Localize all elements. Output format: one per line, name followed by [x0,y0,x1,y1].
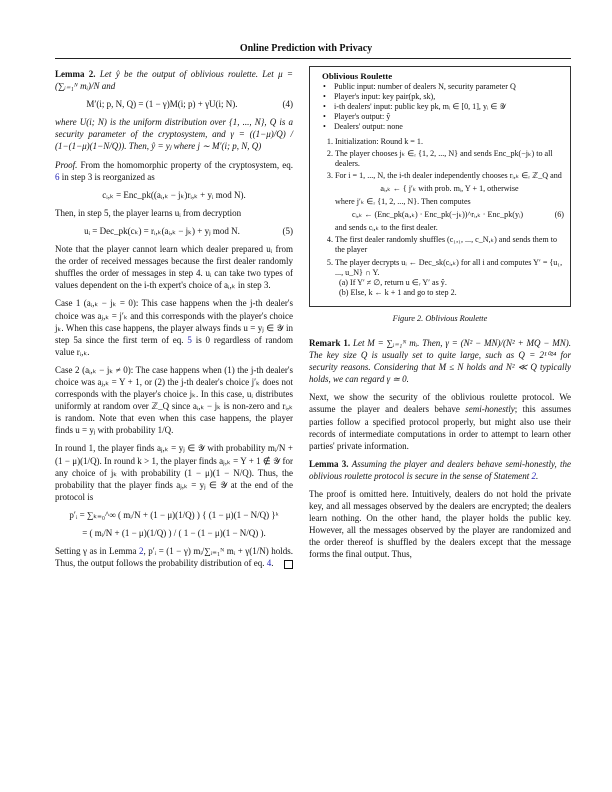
round-paragraph: In round 1, the player finds aⱼ,ₖ = yⱼ ∈ 𝒴 with probability mᵢ/N + (1 − μ)(1/Q). In round k > 1, the player finds aⱼ,ₖ = Y + 1 ∉ 𝒴 for any choice of jₖ with probability (1 − μ)(1 − N/Q). Thus, the probability that the player finds aⱼ,ₖ = yⱼ ∈ 𝒴 at the end of the protocol is [55,443,293,502]
box-step-5b: (b) Else, k ← k + 1 and go to step 2. [339,287,457,297]
box-bullet: • Public input: number of dealers N, security parameter Q [332,82,564,92]
proof-step5-text: Then, in step 5, the player learns uᵢ from decryption [55,207,242,218]
case-1-text-end: is 0 regardless of random value rᵢ,ₖ. [55,334,294,357]
next-text: Next, we show the security of the oblivious roulette protocol. We assume the player and dealers behave [309,392,571,415]
eq-4-link[interactable]: 4 [266,558,272,569]
right-column [309,66,571,567]
case-1-text: Case 1 (aᵢ,ₖ − jₖ = 0): This case happens when the j-th dealer's choice was aⱼ,ₖ = j′ₖ and this corresponds with the player's choice jₖ. When this case happens, the player always finds u = yⱼ ∈ 𝒴 in step 5a since the first term of eq. [55,298,293,345]
equation-5 [55,225,293,237]
setting-text-end: . [271,558,274,569]
equation-6-body: cᵢ,ₖ ← (Enc_pk(aᵢ,ₖ) · Enc_pk(−jₖ))^rᵢ,ₖ · Enc_pk(yᵢ) [351,210,524,220]
oblivious-roulette-box [309,66,571,307]
box-bullet: • Player's input: key pair(pk, sk), [332,92,564,102]
lemma-2-continuation: where U(i; N) is the uniform distribution over {1, ..., N}, Q is a security parameter of the cryptosystem, and γ = ((1−μ)/Q) / (1−(1−μ)(1−N/Q)). Then, ŷ = yⱼ where j ∼ M′(i; p, N, Q) [55,117,293,152]
box-bullet: • i-th dealers' input: public key pk, mᵢ ∈ [0, 1], yᵢ ∈ 𝒴 [332,102,564,112]
equation-p2-body: = ( mᵢ/N + (1 − μ)(1/Q) ) / ( 1 − (1 − μ)(1 − N/Q) ). [82,528,266,538]
setting-text-mid: , p′ᵢ = (1 − γ) mᵢ/∑ᵢ₌₁ᴺ mᵢ + γ(1/N) holds. Thus, the output follows the probability distribution of eq. [55,546,294,569]
lemma-3-heading: Lemma 3. [309,458,349,469]
equation-4-body: M′(i; p, N, Q) = (1 − γ)M(i; p) + γU(i; N). [86,99,238,110]
equation-5-number: (5) [282,225,293,236]
lemma-3 [309,458,571,482]
note-paragraph: Note that the player cannot learn which dealer prepared uᵢ from the order of received messages because the first dealer randomly shuffles the order of messages in step 4. uᵢ can take two types of values dependent on the i-th expert's choice of aᵢ,ₖ in step 3. [55,244,293,291]
statement-2-link[interactable]: 2 [531,470,536,481]
remark-1-heading: Remark 1. [309,337,351,348]
box-bullet: • Player's output: ŷ [332,112,564,122]
box-step-2: 2. The player chooses jₖ ∈ᵣ {1, 2, ..., N} and sends Enc_pk(−jₖ) to all dealers. [335,149,564,169]
equation-p1 [55,509,293,521]
box-step-5 [335,258,564,298]
proof-paragraph [55,159,293,183]
proof-omitted-paragraph: The proof is omitted here. Intuitively, dealers do not hold the private key, and all messages observed by the dealers are encrypted; the dealers learn nothing. On the other hand, the player holds the public key. However, all the messages observed by the player are randomized and the order thereof is shuffled by the dealers except that the message forms the final output. Thus, [309,489,571,560]
proof-text: From the homomorphic property of the cryptosystem, eq. [80,159,293,170]
box-bullet: • Dealers' output: none [332,122,564,132]
box-step-3-text-c: and sends cᵢ,ₖ to the first dealer. [335,223,438,233]
setting-text: Setting γ as in Lemma [55,546,137,557]
proof-heading: Proof. [55,159,78,170]
equation-c [55,189,293,201]
next-paragraph [309,391,571,451]
equation-5-body: uᵢ = Dec_pk(cₖ) = rᵢ,ₖ(aᵢ,ₖ − jₖ) + yⱼ mod N. [84,225,240,236]
eq-6-link[interactable]: 6 [55,171,60,182]
case-1-paragraph [55,297,293,357]
next-text-end: ; this assumes parties follow a specified protocol properly, but might also use their records of intermediate computations in order to attempt to learn other parties' private information. [309,404,571,451]
box-steps-list [322,137,564,298]
header-rule [55,58,571,59]
eq-5-link[interactable]: 5 [187,334,192,345]
semi-honestly-emphasis: semi-honestly [465,404,515,415]
box-step-4: 4. The first dealer randomly shuffles (c₁,₁, ..., c_N,ₖ) and sends them to the player [335,235,564,255]
box-inputs-list [322,82,564,132]
lemma-2 [55,68,293,92]
lemma-2-link[interactable]: 2 [139,546,144,557]
box-step-5-text: 5. The player decrypts uᵢ ← Dec_sk(cᵢ,ₖ) for all i and computes Y′ = {u₁, ..., u_N} ∩ Y. [335,257,563,277]
equation-c-body: cᵢ,ₖ = Enc_pk((aᵢ,ₖ − jₖ)rᵢ,ₖ + yᵢ mod N). [102,189,246,200]
box-step-3 [335,171,564,233]
remark-1-text: Let M = ∑ᵢ₌₁ᴺ mᵢ. Then, γ = (N² − MN)/(N² + MQ − MN). The key size Q is usually set to quite large, such as Q = 2¹⁰²⁴ for security reasons. Considering that M ≤ N holds and N² ≪ Q typically holds, we can regard γ ≃ 0. [309,337,572,385]
left-column [55,68,293,575]
equation-6-number: (6) [554,210,564,220]
equation-4 [55,98,293,110]
box-title: Oblivious Roulette [322,71,393,81]
equation-4-number: (4) [282,99,293,110]
box-step-3-text: 3. For i = 1, ..., N, the i-th dealer independently chooses rᵢ,ₖ ∈ᵣ ℤ_Q and [335,170,562,180]
box-step-5a: (a) If Y′ ≠ ∅, return u ∈ᵣ Y′ as ŷ. [339,277,447,287]
setting-paragraph [55,545,293,569]
box-step-3-text-b: where j′ₖ ∈ᵣ {1, 2, ..., N}. Then computes [335,197,471,207]
equation-p2 [55,527,293,539]
remark-1 [309,337,571,385]
lemma-3-end: . [535,470,539,481]
running-head: Online Prediction with Privacy [239,43,373,54]
equation-p1-body: p′ᵢ = ∑ₖ₌₀^∞ ( mᵢ/N + (1 − μ)(1/Q) ) { (1 − μ)(1 − N/Q) }ᵏ [69,509,279,520]
case-2-paragraph: Case 2 (aᵢ,ₖ − jₖ ≠ 0): The case happens when (1) the j-th dealer's choice was aⱼ,ₖ = Y + 1, or (2) the j-th dealer's choice j′ₖ does not corresponds with the player's choice jₖ. In this case, uᵢ distributes uniformly at random over ℤ_Q since aᵢ,ₖ − jₖ is non-zero and rᵢ,ₖ is random. Note that even when this case happens, the player finds u = yⱼ with probability 1/Q. [55,364,293,436]
proof-text-end: in step 3 is reorganized as [61,171,155,182]
qed-icon [284,560,293,569]
figure-caption: Figure 2. Oblivious Roulette [392,313,488,323]
lemma-3-text: Assuming the player and dealers behave semi-honestly, the oblivious roulette protocol is secure in the sense of Statement [309,458,571,481]
lemma-2-heading: Lemma 2. [55,69,96,79]
lemma-2-text: Let ŷ be the output of oblivious roulette. Let μ = (∑ᵢ₌₁ᴺ mᵢ)/N and [55,69,293,92]
equation-6 [335,210,564,220]
box-step-1: 1. Initialization: Round k = 1. [335,137,564,147]
box-step-3-cases: aᵢ,ₖ ← { j′ₖ with prob. mᵢ, Y + 1, otherwise [380,183,519,193]
